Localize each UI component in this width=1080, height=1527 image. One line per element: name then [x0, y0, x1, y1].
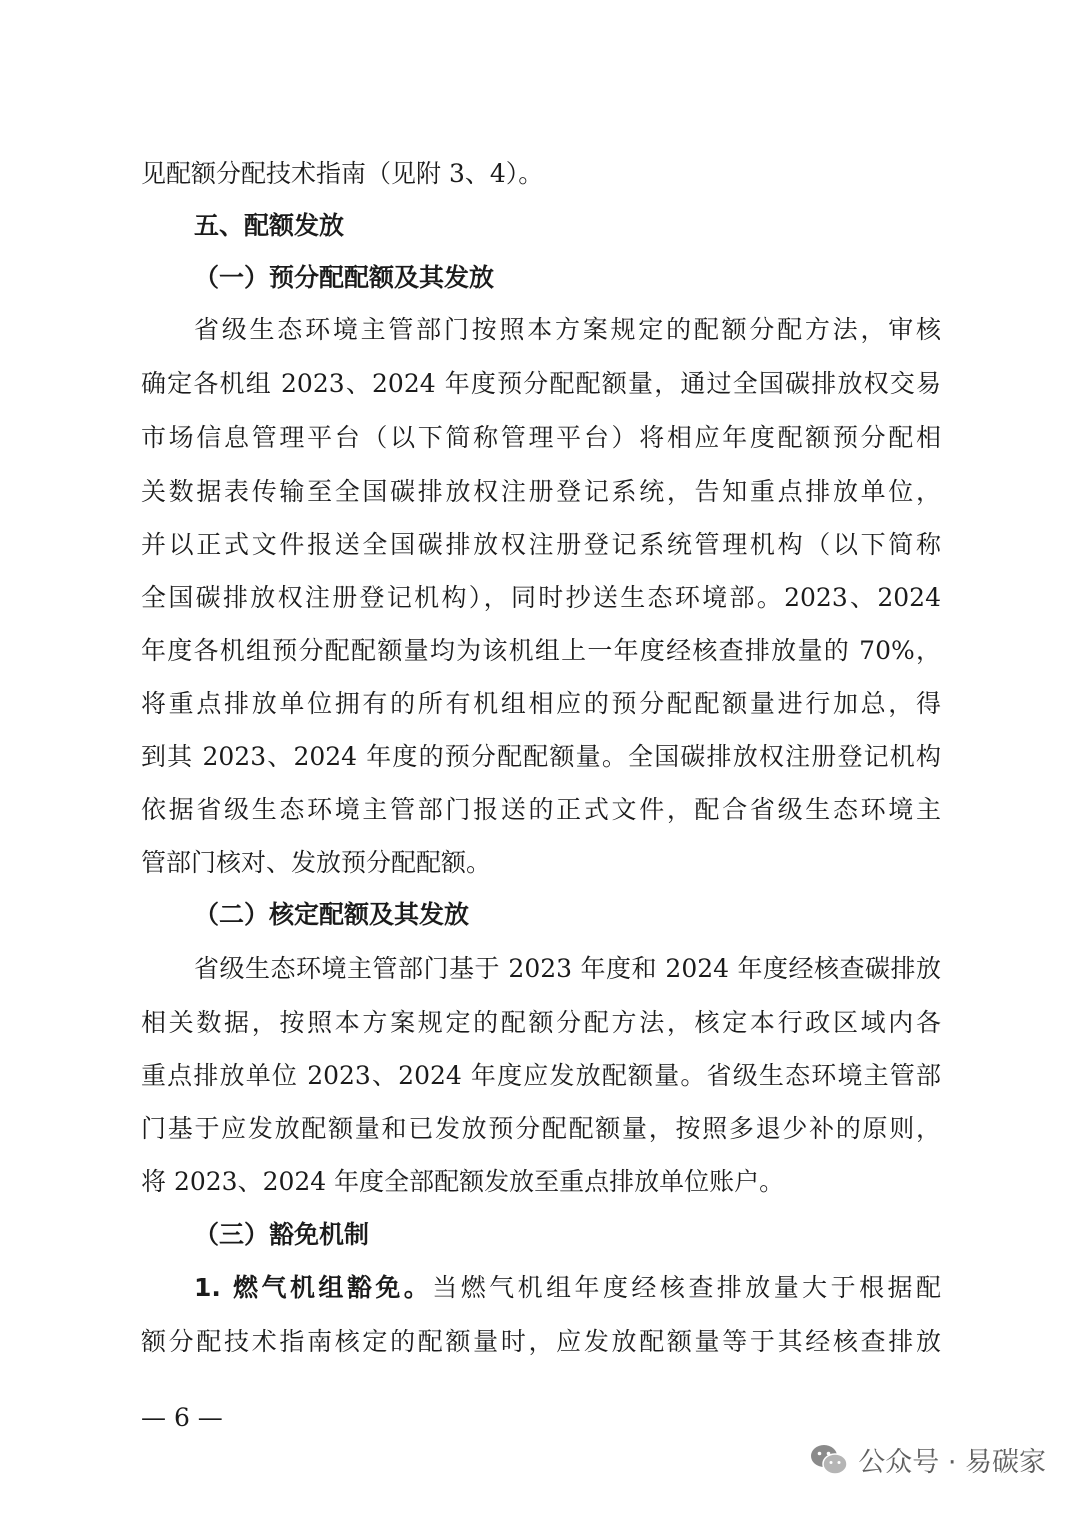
text-line: 管部门核对、发放预分配配额。 — [141, 848, 492, 877]
text-line: 市场信息管理平台（以下简称管理平台）将相应年度配额预分配相 — [141, 423, 941, 452]
text-line: 省级生态环境主管部门按照本方案规定的配额分配方法，审核 — [194, 315, 941, 344]
page-number: — 6 — — [141, 1403, 223, 1432]
text-line: 省级生态环境主管部门基于 2023 年度和 2024 年度经核查碳排放 — [194, 954, 941, 983]
text-line: 并以正式文件报送全国碳排放权注册登记系统管理机构（以下简称 — [141, 530, 941, 559]
text-line: 依据省级生态环境主管部门报送的正式文件，配合省级生态环境主 — [141, 795, 941, 824]
item-text: 当燃气机组年度经核查排放量大于根据配 — [432, 1273, 941, 1302]
text-line — [194, 1270, 941, 1306]
text-line: 将重点排放单位拥有的所有机组相应的预分配配额量进行加总，得 — [141, 689, 941, 718]
text-line: 门基于应发放配额量和已发放预分配配额量，按照多退少补的原则， — [141, 1114, 941, 1143]
wechat-icon — [810, 1443, 848, 1477]
text-line: 全国碳排放权注册登记机构），同时抄送生态环境部。2023、2024 — [141, 583, 941, 612]
text-line: 见配额分配技术指南（见附 3、4）。 — [141, 159, 544, 188]
text-line: 关数据表传输至全国碳排放权注册登记系统，告知重点排放单位， — [141, 477, 941, 506]
watermark-text: 公众号 · 易碳家 — [858, 1447, 1046, 1478]
subsection-heading: （一）预分配配额及其发放 — [194, 263, 495, 292]
section-heading: 五、配额发放 — [194, 211, 345, 240]
subsection-heading: （三）豁免机制 — [194, 1220, 370, 1249]
text-line: 到其 2023、2024 年度的预分配配额量。全国碳排放权注册登记机构 — [141, 742, 941, 771]
text-line: 相关数据，按照本方案规定的配额分配方法，核定本行政区域内各 — [141, 1008, 941, 1037]
text-line: 额分配技术指南核定的配额量时，应发放配额量等于其经核查排放 — [141, 1327, 941, 1356]
item-lead: 1. 燃气机组豁免。 — [194, 1273, 433, 1302]
subsection-heading: （二）核定配额及其发放 — [194, 900, 470, 929]
text-line: 重点排放单位 2023、2024 年度应发放配额量。省级生态环境主管部 — [141, 1061, 941, 1090]
text-line: 年度各机组预分配配额量均为该机组上一年度经核查排放量的 70%， — [141, 636, 941, 665]
text-line: 将 2023、2024 年度全部配额发放至重点排放单位账户。 — [141, 1167, 785, 1196]
watermark — [810, 1440, 1046, 1479]
text-line: 确定各机组 2023、2024 年度预分配配额量，通过全国碳排放权交易 — [141, 369, 941, 398]
